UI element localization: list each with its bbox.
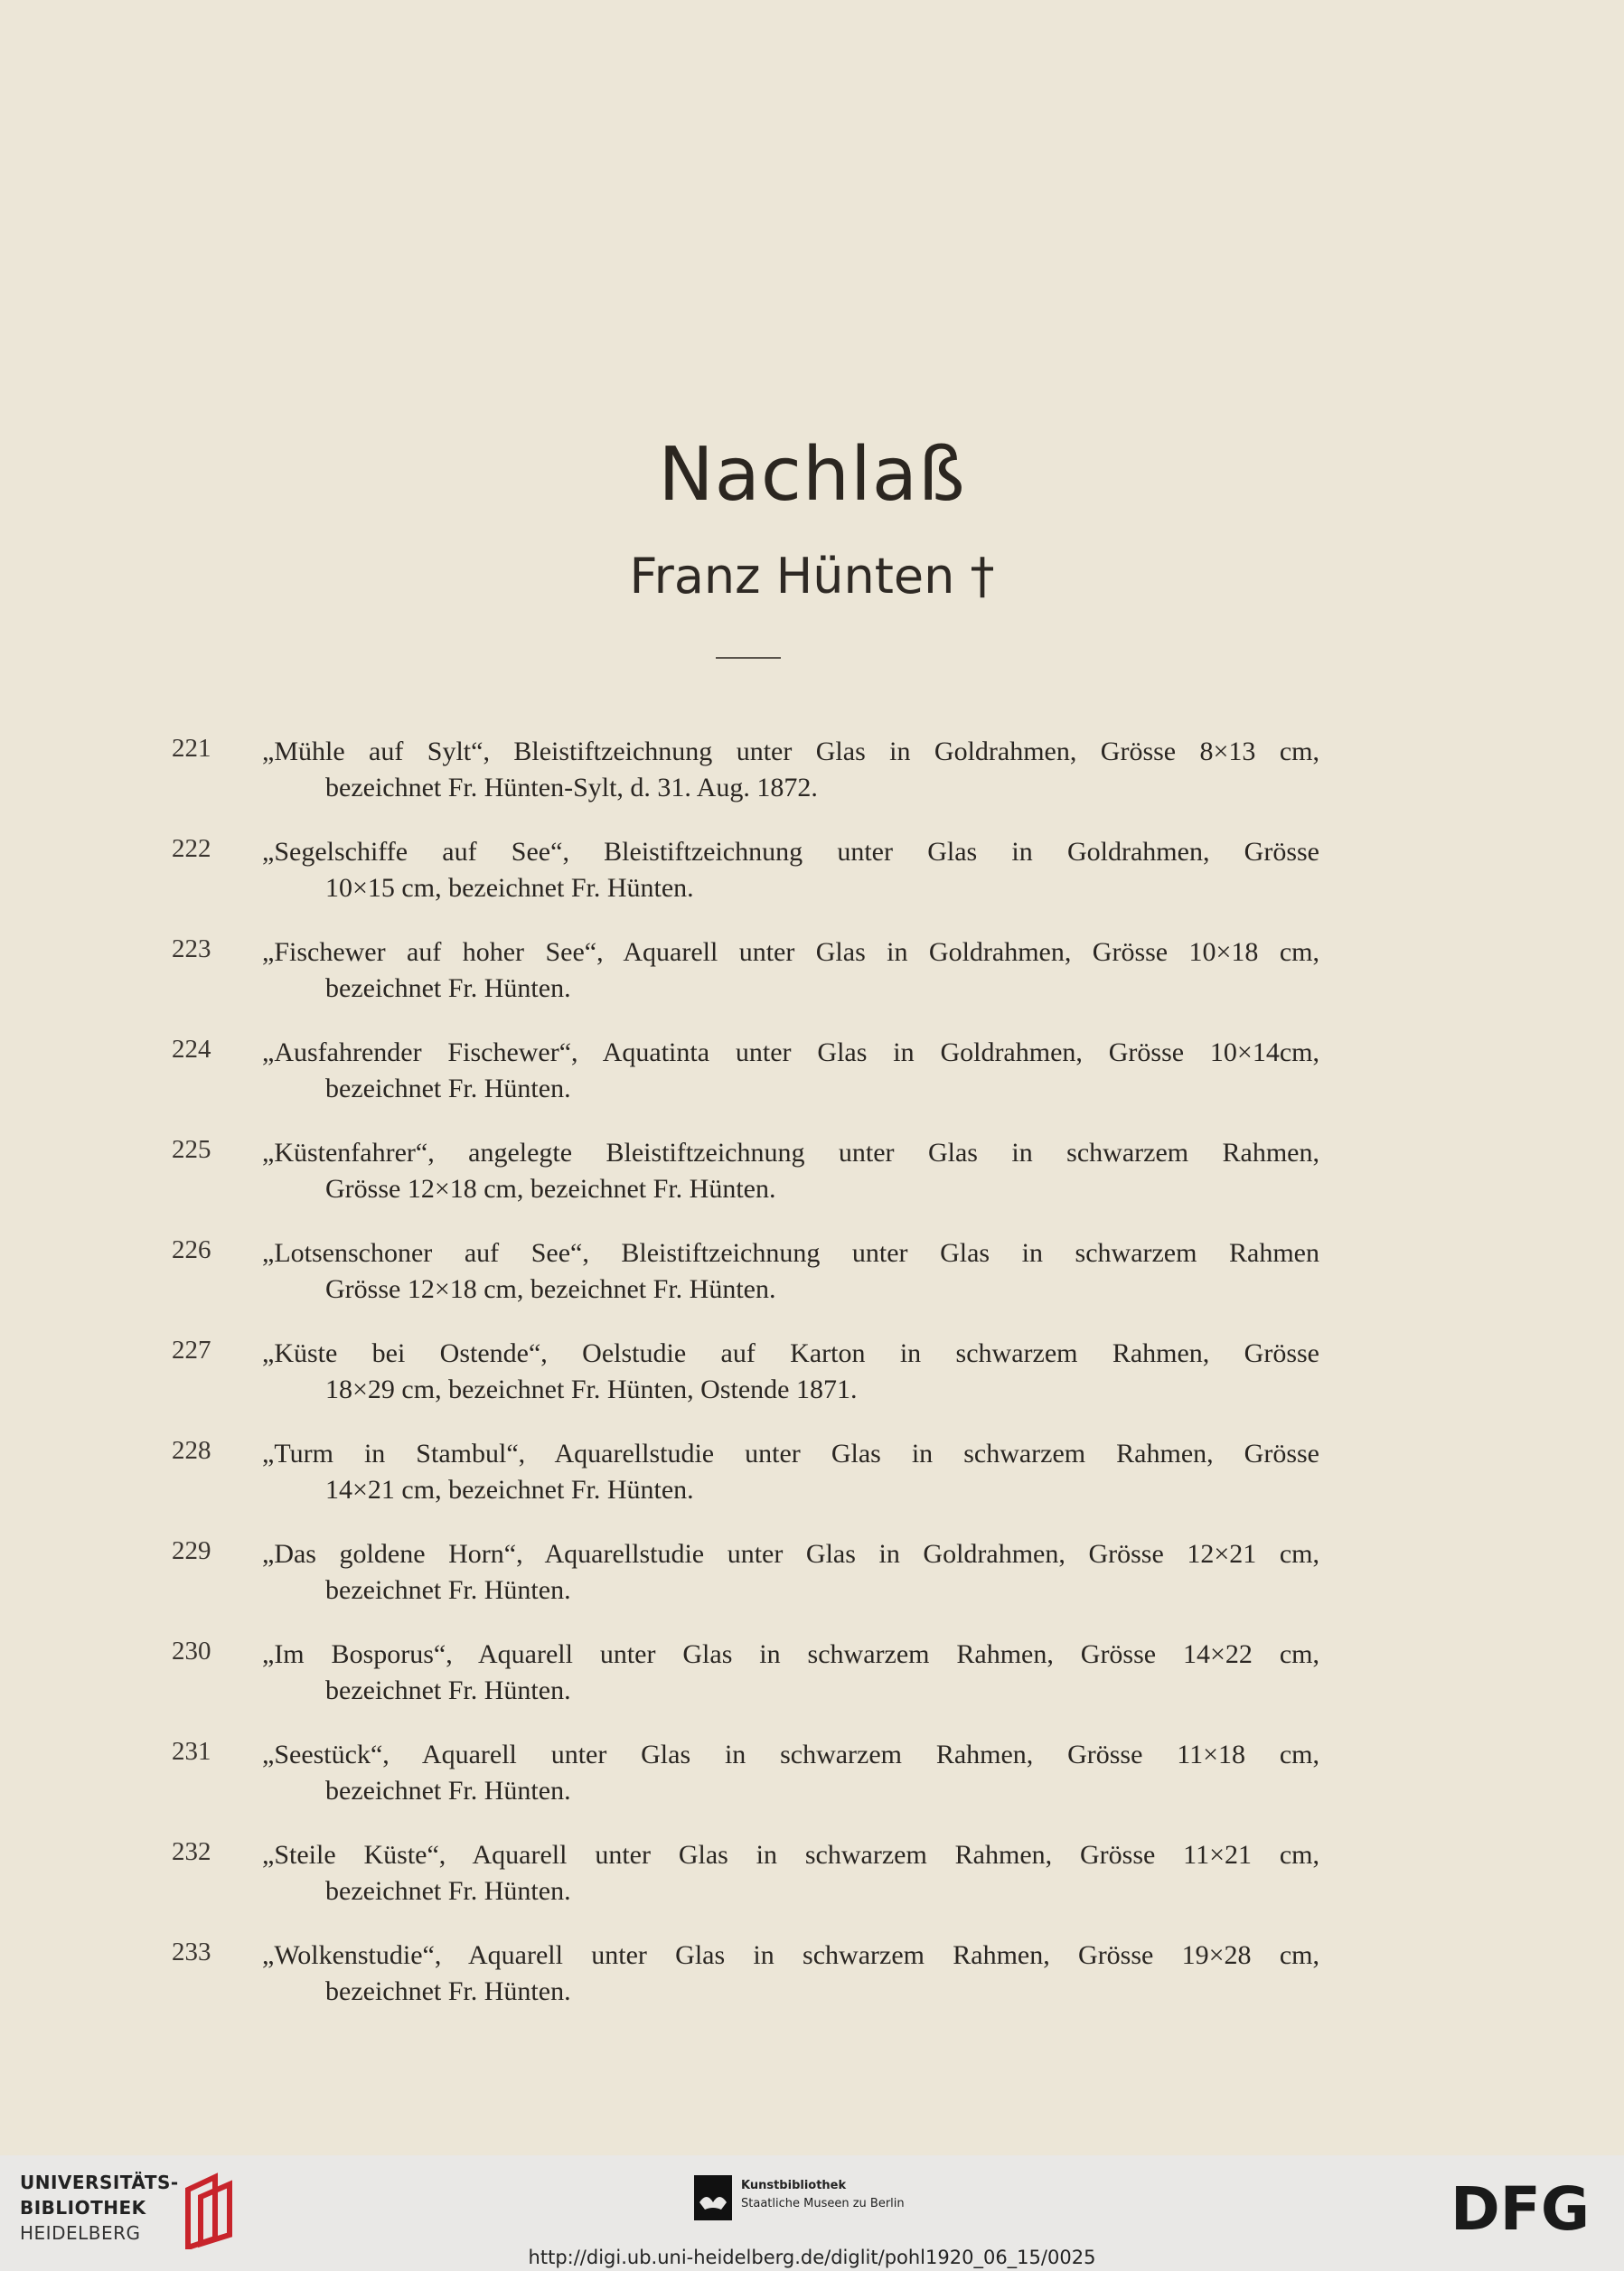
page-title: Nachlaß: [658, 432, 966, 518]
entry-number: 227: [172, 1336, 211, 1365]
entry-text: [262, 834, 1319, 906]
entry-text: [262, 734, 1319, 806]
kunstbibliothek-logo[interactable]: [694, 2175, 965, 2238]
viewer-footer: [0, 2155, 1624, 2271]
catalog-entry: [172, 834, 1319, 934]
entry-line-2: bezeichnet Fr. Hünten.: [325, 1074, 571, 1103]
entry-line-1: „Küstenfahrer“, angelegte Bleistiftzeichnung unter Glas in schwarzem Rahmen,: [262, 1138, 1319, 1168]
entry-number: 229: [172, 1536, 211, 1565]
entry-line-1: „Steile Küste“, Aquarell unter Glas in schwarzem Rahmen, Grösse 11×21 cm,: [262, 1840, 1319, 1870]
entry-line-1: „Fischewer auf hoher See“, Aquarell unter Glas in Goldrahmen, Grösse 10×18 cm,: [262, 937, 1319, 967]
logo-text: Staatliche Museen zu Berlin: [741, 2197, 905, 2210]
entry-line-1: „Lotsenschoner auf See“, Bleistiftzeichnung unter Glas in schwarzem Rahmen: [262, 1238, 1319, 1268]
entry-text: [262, 1436, 1319, 1508]
entry-line-1: „Küste bei Ostende“, Oelstudie auf Karton in schwarzem Rahmen, Grösse: [262, 1338, 1319, 1368]
entry-line-1: „Wolkenstudie“, Aquarell unter Glas in schwarzem Rahmen, Grösse 19×28 cm,: [262, 1940, 1319, 1970]
entry-line-1: „Im Bosporus“, Aquarell unter Glas in schwarzem Rahmen, Grösse 14×22 cm,: [262, 1639, 1319, 1669]
logo-text: Kunstbibliothek: [741, 2179, 847, 2192]
logo-text: BIBLIOTHEK: [20, 2197, 146, 2219]
entry-line-2: bezeichnet Fr. Hünten.: [325, 1776, 571, 1806]
entry-number: 224: [172, 1035, 211, 1064]
catalog-entry: [172, 1436, 1319, 1536]
entry-line-1: „Turm in Stambul“, Aquarellstudie unter Glas in schwarzem Rahmen, Grösse: [262, 1439, 1319, 1469]
logo-text: HEIDELBERG: [20, 2222, 141, 2244]
catalog-entry: [172, 1737, 1319, 1837]
entry-line-2: bezeichnet Fr. Hünten.: [325, 973, 571, 1003]
entry-number: 228: [172, 1436, 211, 1465]
entry-number: 223: [172, 934, 211, 963]
entry-line-2: bezeichnet Fr. Hünten.: [325, 1575, 571, 1605]
catalog-entry: [172, 1035, 1319, 1135]
entry-text: [262, 934, 1319, 1007]
page-subtitle: Franz Hünten †: [629, 548, 995, 605]
entry-number: 233: [172, 1938, 211, 1966]
entry-text: [262, 1737, 1319, 1809]
catalog-entry: [172, 1536, 1319, 1637]
entry-number: 232: [172, 1837, 211, 1866]
entry-line-2: bezeichnet Fr. Hünten.: [325, 1675, 571, 1705]
entry-line-2: Grösse 12×18 cm, bezeichnet Fr. Hünten.: [325, 1174, 776, 1204]
entry-number: 225: [172, 1135, 211, 1164]
logo-text: UNIVERSITÄTS-: [20, 2172, 179, 2193]
entry-text: [262, 1135, 1319, 1207]
entry-line-2: Grösse 12×18 cm, bezeichnet Fr. Hünten.: [325, 1274, 776, 1304]
catalog-entry: [172, 1235, 1319, 1336]
catalog-entry: [172, 1135, 1319, 1235]
entry-number: 231: [172, 1737, 211, 1766]
entry-number: 230: [172, 1637, 211, 1666]
entry-number: 221: [172, 734, 211, 763]
eagle-icon: [694, 2175, 732, 2220]
entry-number: 226: [172, 1235, 211, 1264]
entry-text: [262, 1336, 1319, 1408]
catalog-entry: [172, 1837, 1319, 1938]
entry-line-1: „Seestück“, Aquarell unter Glas in schwarzem Rahmen, Grösse 11×18 cm,: [262, 1740, 1319, 1769]
entry-line-2: bezeichnet Fr. Hünten.: [325, 1976, 571, 2006]
dfg-logo-text: DFG: [1450, 2175, 1591, 2238]
entry-line-1: „Das goldene Horn“, Aquarellstudie unter Glas in Goldrahmen, Grösse 12×21 cm,: [262, 1539, 1319, 1569]
dfg-logo[interactable]: [1439, 2175, 1601, 2238]
entry-line-2: 14×21 cm, bezeichnet Fr. Hünten.: [325, 1475, 694, 1505]
entry-text: [262, 1035, 1319, 1107]
entry-line-1: „Mühle auf Sylt“, Bleistiftzeichnung unter Glas in Goldrahmen, Grösse 8×13 cm,: [262, 737, 1319, 766]
entry-text: [262, 1637, 1319, 1709]
entry-line-2: bezeichnet Fr. Hünten-Sylt, d. 31. Aug. 1872.: [325, 773, 818, 802]
catalog-entries: [172, 734, 1319, 2038]
entry-line-2: bezeichnet Fr. Hünten.: [325, 1876, 571, 1906]
entry-line-2: 18×29 cm, bezeichnet Fr. Hünten, Ostende 1871.: [325, 1375, 858, 1404]
entry-line-1: „Ausfahrender Fischewer“, Aquatinta unter Glas in Goldrahmen, Grösse 10×14cm,: [262, 1037, 1319, 1067]
permalink-url[interactable]: http://digi.ub.uni-heidelberg.de/diglit/pohl1920_06_15/0025: [528, 2247, 1096, 2268]
entry-text: [262, 1938, 1319, 2010]
entry-text: [262, 1837, 1319, 1910]
entry-line-2: 10×15 cm, bezeichnet Fr. Hünten.: [325, 873, 694, 903]
entry-number: 222: [172, 834, 211, 863]
catalog-entry: [172, 934, 1319, 1035]
catalog-entry: [172, 1336, 1319, 1436]
title-divider: [716, 657, 781, 659]
library-book-icon: [181, 2170, 242, 2249]
heidelberg-library-logo[interactable]: [20, 2166, 255, 2257]
entry-text: [262, 1235, 1319, 1308]
catalog-entry: [172, 1938, 1319, 2038]
entry-line-1: „Segelschiffe auf See“, Bleistiftzeichnung unter Glas in Goldrahmen, Grösse: [262, 837, 1319, 867]
catalog-entry: [172, 1637, 1319, 1737]
catalog-entry: [172, 734, 1319, 834]
entry-text: [262, 1536, 1319, 1609]
